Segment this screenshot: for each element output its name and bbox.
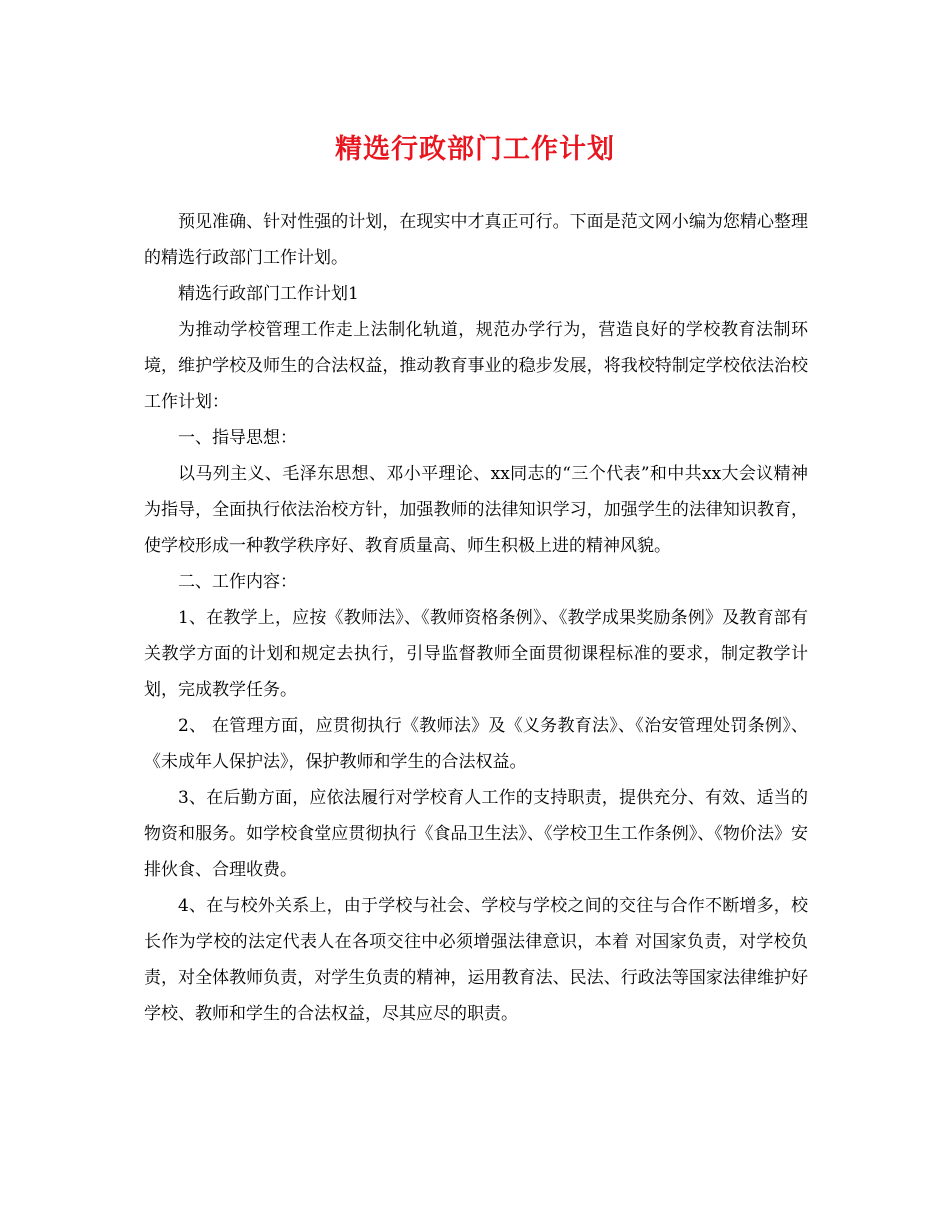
guiding-thought-paragraph: 以马列主义、毛泽东思想、邓小平理论、xx同志的“三个代表”和中共xx大会议精神为指导，全面执行依法治校方针，加强教师的法律知识学习，加强学生的法律知识教育，使学校形成一种教学秩序好、教育质量高、师生积极上进的精神风貌。 <box>144 464 808 556</box>
work-item-logistics: 3、在后勤方面，应依法履行对学校育人工作的支持职责，提供充分、有效、适当的物资和服务。如学校食堂应贯彻执行《食品卫生法》、《学校卫生工作条例》、《物价法》安排伙食、合理收费。 <box>144 788 808 880</box>
document-body <box>144 204 808 1032</box>
work-item-management: 2、 在管理方面，应贯彻执行《教师法》及《义务教育法》、《治安管理处罚条例》、《未成年人保护法》，保护教师和学生的合法权益。 <box>144 716 808 772</box>
work-item-external-relations: 4、在与校外关系上，由于学校与社会、学校与学校之间的交往与合作不断增多，校长作为学校的法定代表人在各项交往中必须增强法律意识，本着 对国家负责，对学校负责，对全体教师负责，对学生负责的精神，运用教育法、民法、行政法等国家法律维护好学校、教师和学生的合法权益，尽其应尽的职责。 <box>144 896 808 1024</box>
purpose-paragraph: 为推动学校管理工作走上法制化轨道，规范办学行为，营造良好的学校教育法制环境，维护学校及师生的合法权益，推动教育事业的稳步发展，将我校特制定学校依法治校工作计划： <box>144 320 808 412</box>
work-item-teaching: 1、在教学上，应按《教师法》、《教师资格条例》、《教学成果奖励条例》及教育部有关教学方面的计划和规定去执行，引导监督教师全面贯彻课程标准的要求，制定教学计划，完成教学任务。 <box>144 608 808 700</box>
section-heading-work-content: 二、工作内容： <box>178 572 297 592</box>
section-heading-plan-1: 精选行政部门工作计划1 <box>178 284 359 304</box>
section-heading-guiding-thought: 一、指导思想： <box>178 428 297 448</box>
intro-paragraph: 预见准确、针对性强的计划，在现实中才真正可行。下面是范文网小编为您精心整理的精选行政部门工作计划。 <box>144 212 808 268</box>
document-title: 精选行政部门工作计划 <box>335 134 615 165</box>
